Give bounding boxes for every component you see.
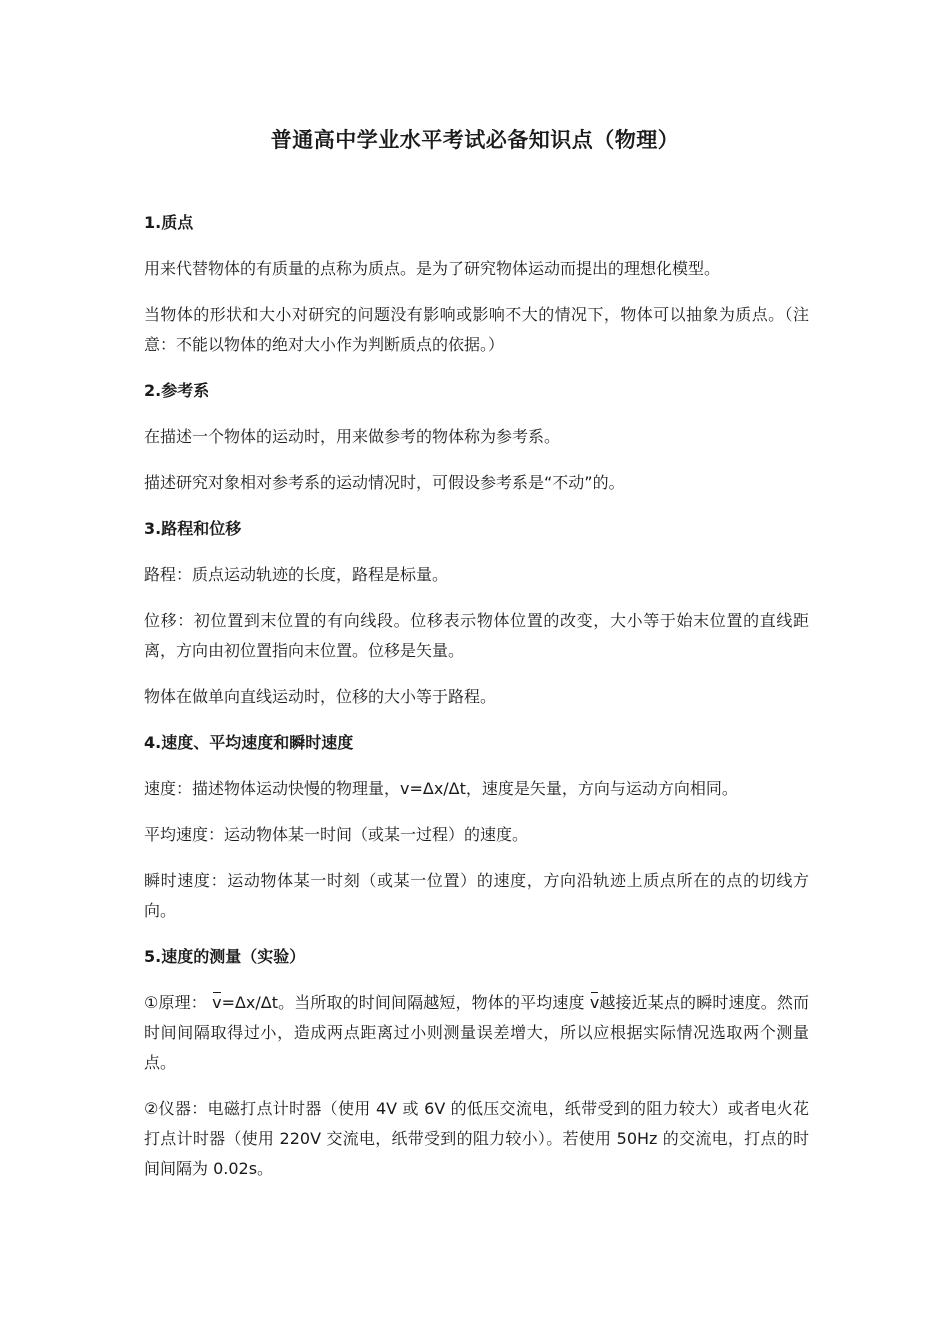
principle-text: 越接近某点的瞬时速度。然而时间间隔取得过小，造成两点距离过小则测量误差增大，所以应根据实际情况选取两个测量点。 — [144, 993, 809, 1072]
section-heading-velocity-measurement: 5.速度的测量（实验） — [144, 947, 306, 966]
document-title: 普通高中学业水平考试必备知识点（物理） — [270, 128, 680, 153]
section-heading-reference-frame: 2.参考系 — [144, 381, 210, 400]
paragraph: 物体在做单向直线运动时，位移的大小等于路程。 — [144, 687, 497, 706]
paragraph: 平均速度：运动物体某一时间（或某一过程）的速度。 — [144, 825, 529, 844]
paragraph: 路程：质点运动轨迹的长度，路程是标量。 — [144, 565, 449, 584]
principle-paragraph — [144, 988, 809, 1078]
average-velocity-symbol: v — [212, 988, 221, 1018]
principle-formula: =Δx/Δt。当所取的时间间隔越短，物体的平均速度 — [221, 993, 585, 1012]
paragraph: ②仪器：电磁打点计时器（使用 4V 或 6V 的低压交流电，纸带受到的阻力较大）或者电火花打点计时器（使用 220V 交流电，纸带受到的阻力较小）。若使用 50Hz 的交流电，打点的时间间隔为 0.02s。 — [144, 1099, 809, 1178]
paragraph: 当物体的形状和大小对研究的问题没有影响或影响不大的情况下，物体可以抽象为质点。（注意：不能以物体的绝对大小作为判断质点的依据。） — [144, 305, 809, 354]
paragraph: 瞬时速度：运动物体某一时刻（或某一位置）的速度，方向沿轨迹上质点所在的点的切线方向。 — [144, 871, 809, 920]
average-velocity-symbol: v — [590, 988, 599, 1018]
paragraph: 速度：描述物体运动快慢的物理量，v=Δx/Δt，速度是矢量，方向与运动方向相同。 — [144, 779, 738, 798]
paragraph: 在描述一个物体的运动时，用来做参考的物体称为参考系。 — [144, 427, 561, 446]
principle-prefix: ①原理： — [144, 993, 207, 1012]
paragraph: 描述研究对象相对参考系的运动情况时，可假设参考系是“不动”的。 — [144, 473, 625, 492]
section-heading-path-displacement: 3.路程和位移 — [144, 519, 242, 538]
section-heading-velocity: 4.速度、平均速度和瞬时速度 — [144, 733, 354, 752]
section-heading-particle: 1.质点 — [144, 213, 194, 232]
document-body — [144, 208, 809, 1200]
paragraph: 位移：初位置到末位置的有向线段。位移表示物体位置的改变，大小等于始末位置的直线距离，方向由初位置指向末位置。位移是矢量。 — [144, 611, 809, 660]
paragraph: 用来代替物体的有质量的点称为质点。是为了研究物体运动而提出的理想化模型。 — [144, 259, 721, 278]
